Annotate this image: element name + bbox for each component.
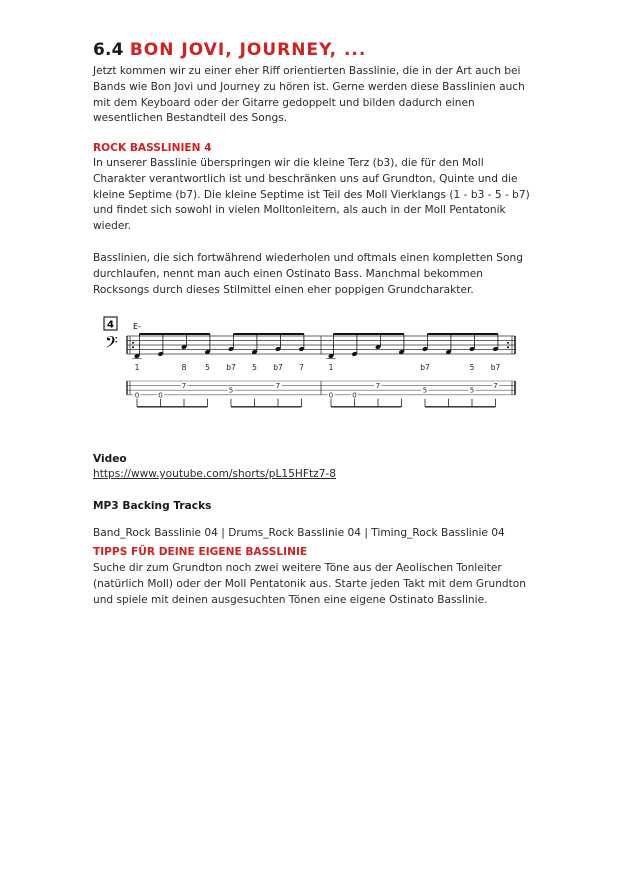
intro-paragraph: Jetzt kommen wir zu einer eher Riff orientierten Basslinie, die in der Art auch bei Bands wie Bon Jovi und Journey zu hören ist. Gerne werden diese Basslinien auch mit dem Keyboard oder der Gitarre gedoppelt und bilden dadurch einen wesentlichen Bestandteil des Songs. — [93, 65, 525, 125]
fret-number: 0 — [352, 391, 357, 400]
section-heading: BON JOVI, JOURNEY, ... — [129, 40, 367, 60]
fret-number: 7 — [493, 382, 498, 391]
staff-lines — [127, 336, 515, 354]
rock-paragraph-2: Basslinien, die sich fortwährend wiederholen und oftmals einen kompletten Song durchlaufen, nennt man auch einen Ostinato Bass. Manchmal bekommen Rocksongs durch dieses Stilmittel einen eher poppigen Grundcharakter. — [93, 252, 523, 296]
interval-labels — [135, 363, 501, 372]
repeat-dot — [132, 346, 134, 348]
interval-label: 8 — [181, 363, 187, 372]
interval-label: b7 — [420, 363, 430, 372]
chord-symbol: E- — [133, 322, 141, 331]
interval-label: 1 — [328, 363, 334, 372]
repeat-dot — [507, 346, 509, 348]
example-number: 4 — [107, 319, 114, 331]
bass-clef-icon: 𝄢 — [105, 332, 118, 356]
interval-label: b7 — [226, 363, 236, 372]
fret-number: 7 — [181, 382, 187, 391]
interval-label: 5 — [252, 363, 257, 372]
section-title — [93, 40, 366, 60]
video-heading: Video — [93, 453, 127, 465]
notation-staff — [95, 312, 525, 412]
interval-label: b7 — [490, 363, 501, 372]
rock-paragraph-1: In unserer Basslinie überspringen wir die kleine Terz (b3), die für den Moll Charakter verantwortlich ist und beschränken uns auf Grundton, Quinte und die kleine Septime (b7). Die kleine Septime ist Teil des Moll Vierklangs (1 - b3 - 5 - b7) und findet sich sowohl in vielen Molltonleitern, als auch in der Moll Pentatonik wieder. — [93, 157, 530, 233]
video-link[interactable]: https://www.youtube.com/shorts/pL15HFtz7-8 — [93, 468, 336, 480]
repeat-dot — [507, 342, 509, 344]
interval-label: 1 — [134, 363, 140, 372]
fret-number: 5 — [422, 386, 428, 395]
fret-number: 7 — [375, 382, 381, 391]
tips-paragraph: Suche dir zum Grundton noch zwei weitere Töne aus der Aeolischen Tonleiter (natürlich Moll) oder der Moll Pentatonik aus. Starte jeden Takt mit dem Grundton und spiele mit deinen ausgesuchten Tönen eine eigene Ostinato Basslinie. — [93, 562, 526, 606]
section-number: 6.4 — [93, 40, 124, 60]
fret-number: 0 — [158, 391, 163, 400]
fret-number: 7 — [275, 382, 281, 391]
notes-group — [133, 334, 499, 359]
rock-heading: ROCK BASSLINIEN 4 — [93, 142, 212, 154]
interval-label: 7 — [299, 363, 304, 372]
repeat-dot — [132, 342, 134, 344]
interval-label: 5 — [205, 363, 210, 372]
interval-label: b7 — [273, 363, 283, 372]
tips-heading: TIPPS FÜR DEINE EIGENE BASSLINIE — [93, 546, 308, 558]
fret-number: 5 — [228, 386, 234, 395]
fret-number: 0 — [328, 391, 334, 400]
mp3-heading: MP3 Backing Tracks — [93, 500, 212, 512]
mp3-tracks: Band_Rock Basslinie 04 | Drums_Rock Basslinie 04 | Timing_Rock Basslinie 04 — [93, 526, 505, 539]
fret-number: 5 — [469, 386, 475, 395]
interval-label: 5 — [469, 363, 475, 372]
fret-number: 0 — [134, 391, 140, 400]
